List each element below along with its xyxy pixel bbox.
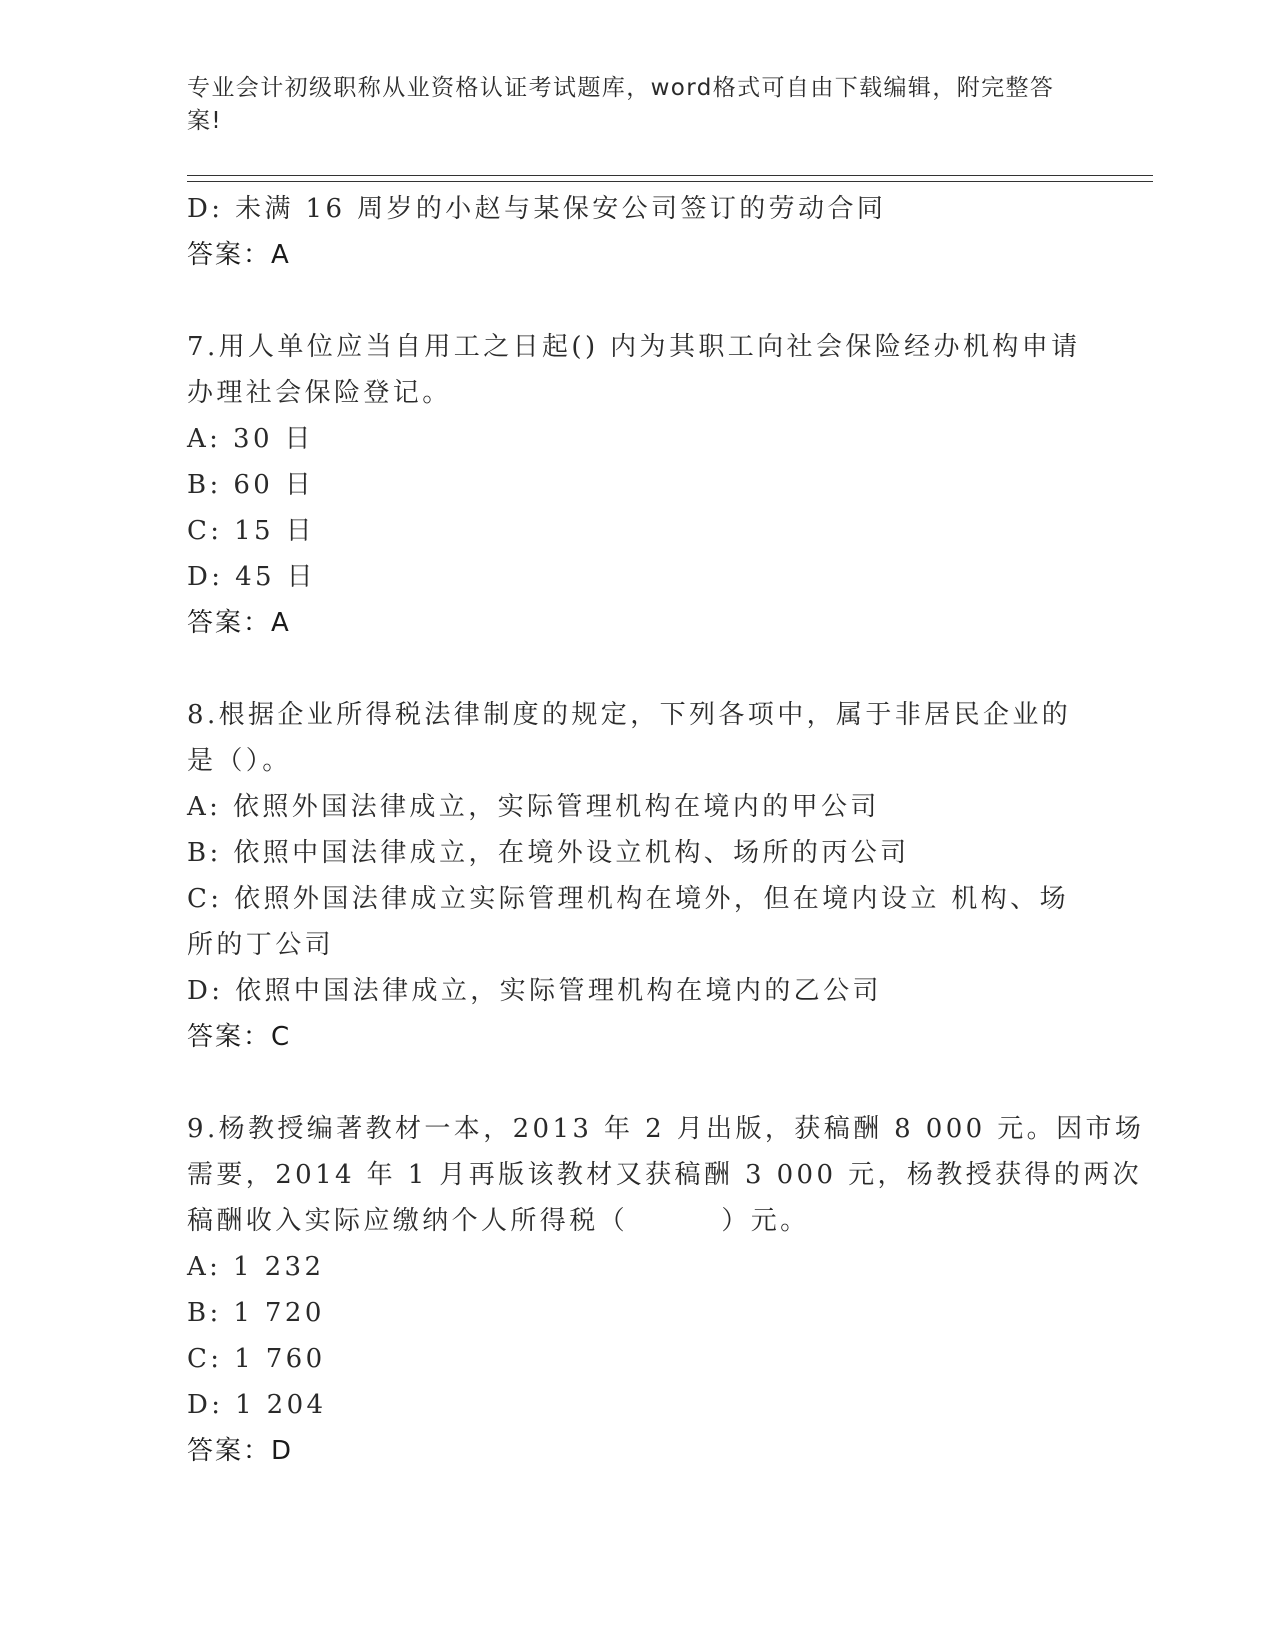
option-c: C: 15 日 xyxy=(187,516,316,546)
question-stem: 8.根据企业所得税法律制度的规定，下列各项中，属于非居民企业的 xyxy=(187,700,1072,730)
option-d: D: 45 日 xyxy=(187,562,317,592)
question-content xyxy=(187,186,1145,1474)
prev-option-d: D: 未满 16 周岁的小赵与某保安公司签订的劳动合同 xyxy=(187,194,887,224)
spacer xyxy=(187,278,1067,324)
header-divider-bottom xyxy=(187,181,1153,182)
question-stem: 7.用人单位应当自用工之日起() 内为其职工向社会保险经办机构申请 xyxy=(187,332,1081,362)
option-a: A: 30 日 xyxy=(187,424,314,454)
option-a: A: 依照外国法律成立，实际管理机构在境内的甲公司 xyxy=(187,792,880,822)
answer-value: A xyxy=(271,240,291,270)
question-stem: 办理社会保险登记。 xyxy=(187,378,452,408)
answer-label: 答案： xyxy=(187,608,272,638)
option-c: C: 依照外国法律成立实际管理机构在境外，但在境内设立 机构、场 xyxy=(187,884,1069,914)
question-stem: 稿酬收入实际应缴纳个人所得税（ ）元。 xyxy=(187,1206,810,1236)
page-header: 专业会计初级职称从业资格认证考试题库，word格式可自由下载编辑，附完整答案! xyxy=(187,75,1055,134)
answer-value: A xyxy=(271,608,291,638)
answer-label: 答案： xyxy=(187,1022,272,1052)
question-stem: 需要，2014 年 1 月再版该教材又获稿酬 3 000 元，杨教授获得的两次 xyxy=(187,1160,1143,1190)
question-stem: 是（）。 xyxy=(187,746,292,776)
prev-answer xyxy=(187,232,1067,278)
answer xyxy=(187,1014,1067,1060)
header-divider-top xyxy=(187,175,1153,176)
option-a: A: 1 232 xyxy=(187,1252,325,1282)
question-stem: 9.杨教授编著教材一本，2013 年 2 月出版，获稿酬 8 000 元。因市场 xyxy=(187,1114,1145,1144)
option-c: C: 1 760 xyxy=(187,1344,326,1374)
option-c-continued: 所的丁公司 xyxy=(187,930,335,960)
option-b: B: 1 720 xyxy=(187,1298,325,1328)
question-7 xyxy=(187,324,1081,646)
answer-label: 答案： xyxy=(187,240,272,270)
question-8 xyxy=(187,692,1072,1060)
option-d: D: 1 204 xyxy=(187,1390,327,1420)
option-d: D: 依照中国法律成立，实际管理机构在境内的乙公司 xyxy=(187,976,882,1006)
option-b: B: 依照中国法律成立，在境外设立机构、场所的丙公司 xyxy=(187,838,910,868)
answer-value: D xyxy=(271,1436,294,1466)
answer-label: 答案： xyxy=(187,1436,272,1466)
answer xyxy=(187,600,1067,646)
spacer xyxy=(187,1060,1067,1106)
answer xyxy=(187,1428,1067,1474)
spacer xyxy=(187,646,1067,692)
option-b: B: 60 日 xyxy=(187,470,315,500)
question-9 xyxy=(187,1106,1145,1474)
answer-value: C xyxy=(271,1022,292,1052)
